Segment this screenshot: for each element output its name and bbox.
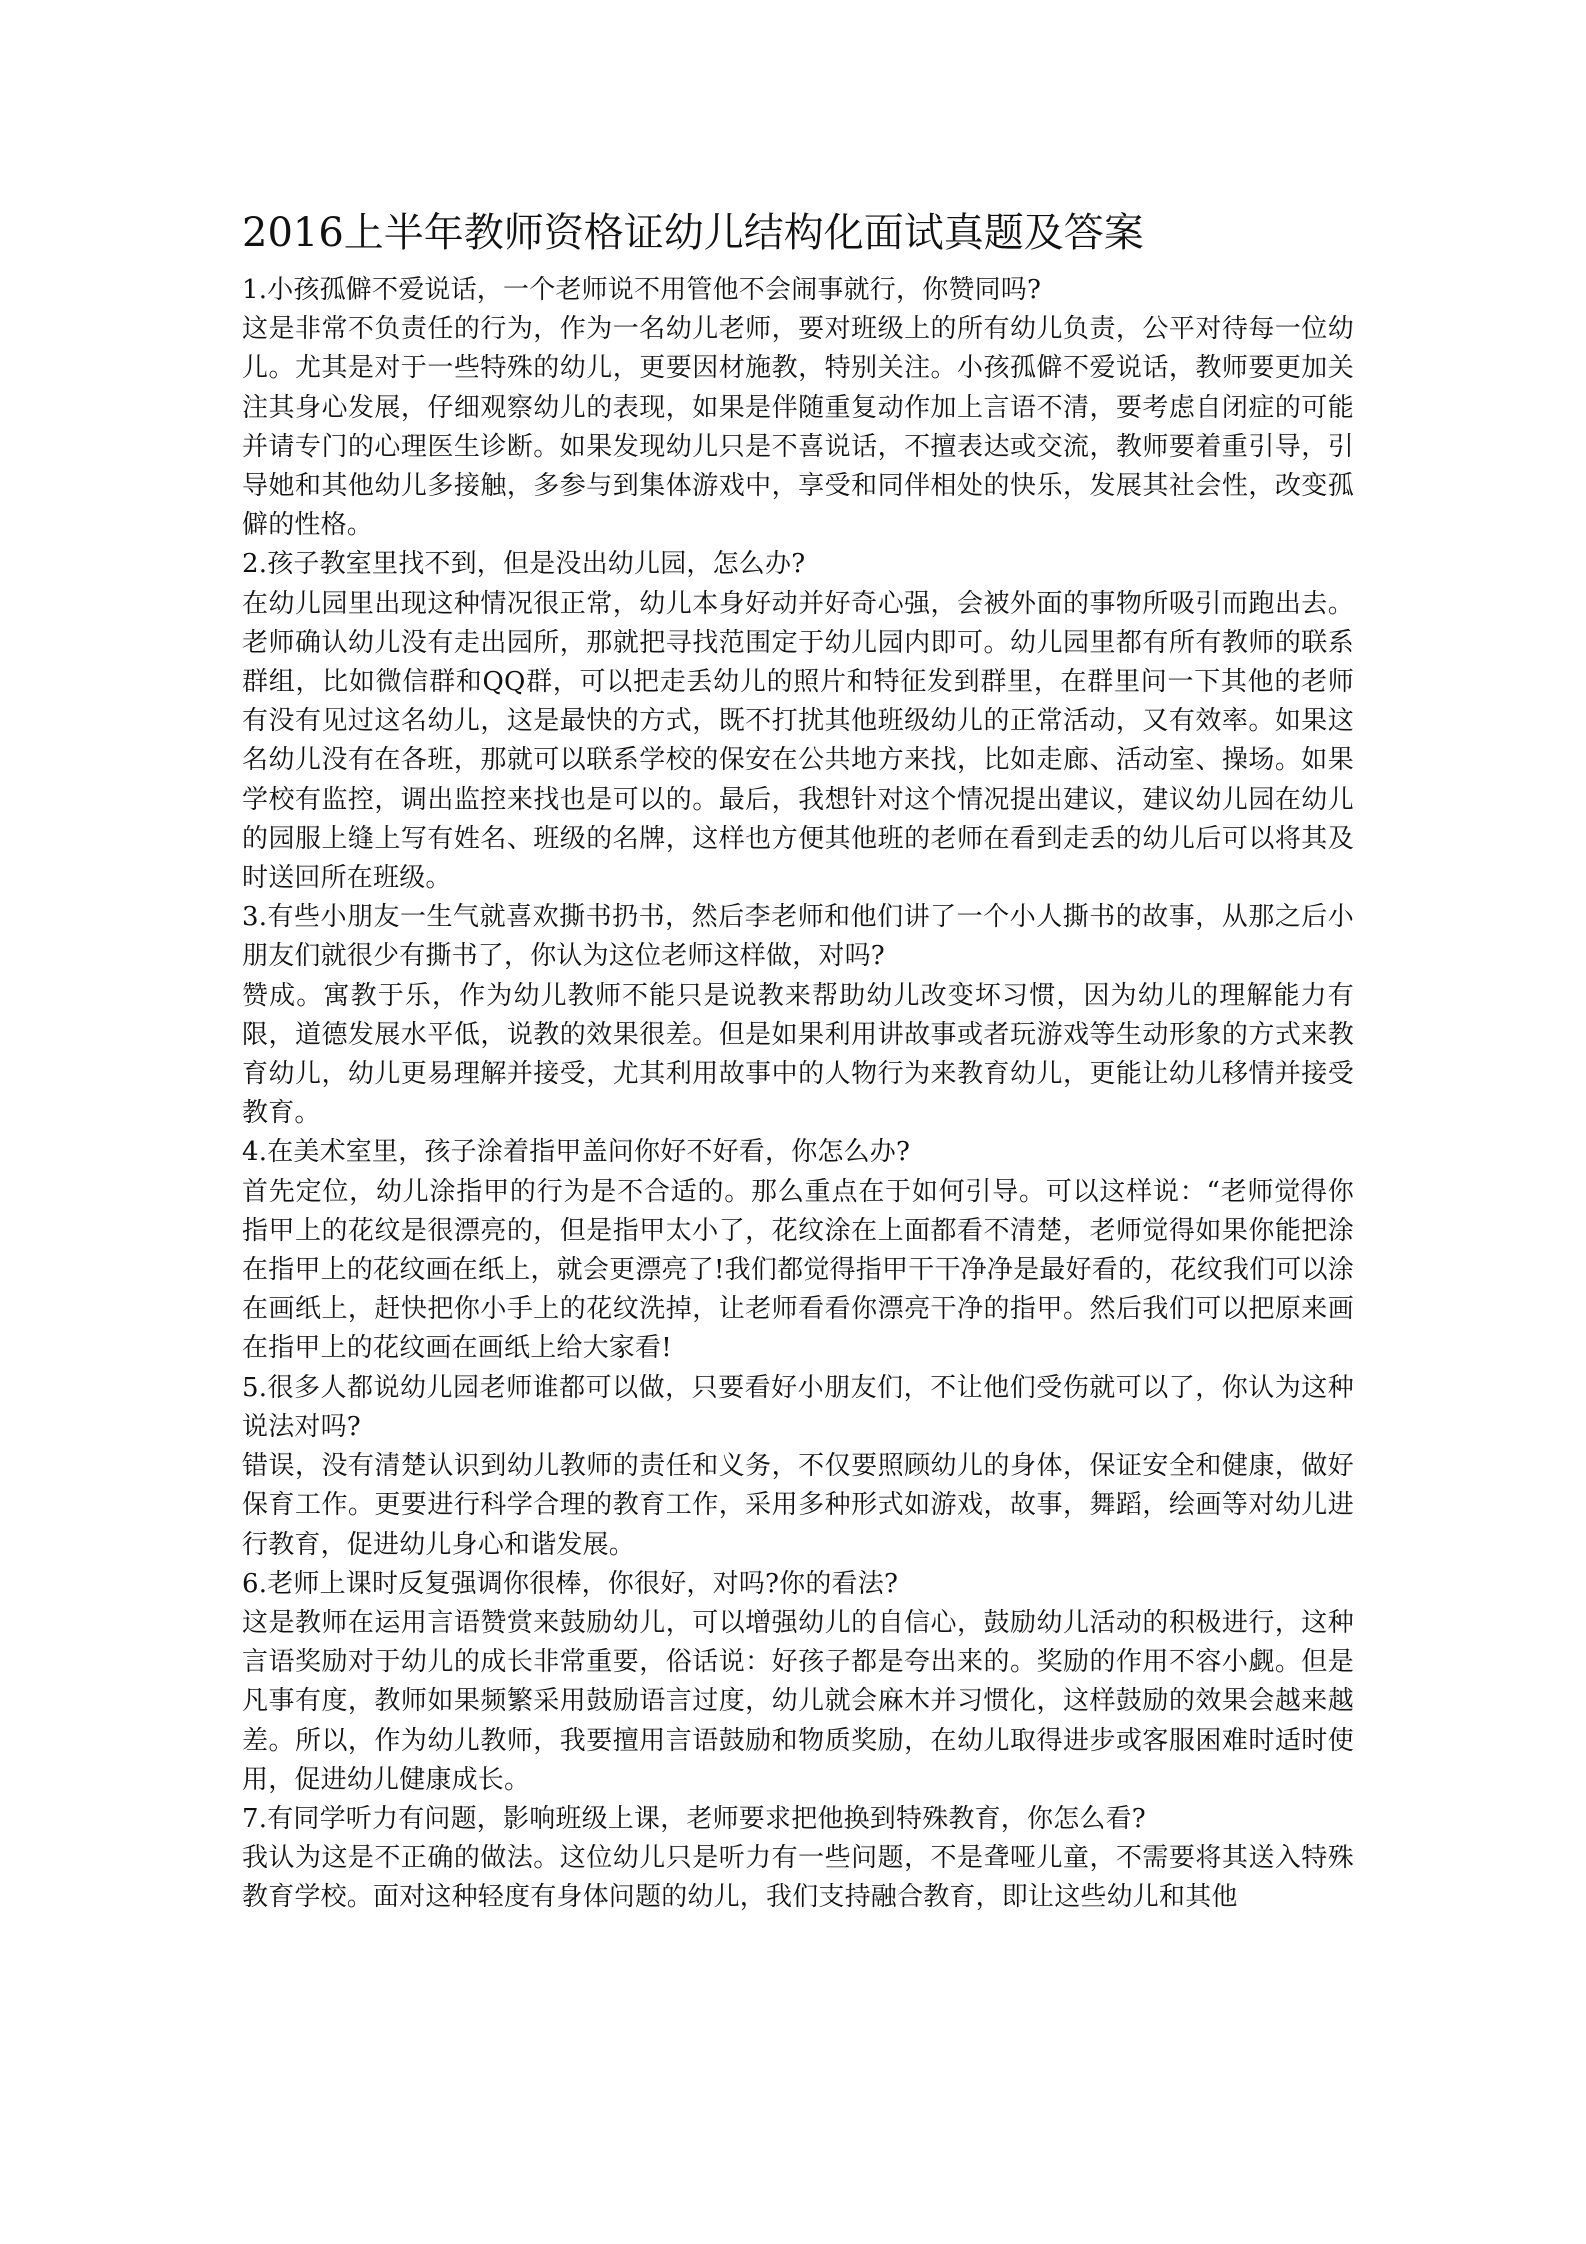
answer-2: 在幼儿园里出现这种情况很正常，幼儿本身好动并好奇心强，会被外面的事物所吸引而跑出去。老师确认幼儿没有走出园所，那就把寻找范围定于幼儿园内即可。幼儿园里都有所有教师的联系群组，比如微信群和QQ群，可以把走丢幼儿的照片和特征发到群里，在群里问一下其他的老师有没有见过这名幼儿，这是最快的方式，既不打扰其他班级幼儿的正常活动，又有效率。如果这名幼儿没有在各班，那就可以联系学校的保安在公共地方来找，比如走廊、活动室、操场。如果学校有监控，调出监控来找也是可以的。最后，我想针对这个情况提出建议，建议幼儿园在幼儿的园服上缝上写有姓名、班级的名牌，这样也方便其他班的老师在看到走丢的幼儿后可以将其及时送回所在班级。 [242, 588, 1354, 894]
answer-4: 首先定位，幼儿涂指甲的行为是不合适的。那么重点在于如何引导。可以这样说：“老师觉得你指甲上的花纹是很漂亮的，但是指甲太小了，花纹涂在上面都看不清楚，老师觉得如果你能把涂在指甲上的花纹画在纸上，就会更漂亮了!我们都觉得指甲干干净净是最好看的，花纹我们可以涂在画纸上，赶快把你小手上的花纹洗掉，让老师看看你漂亮干净的指甲。然后我们可以把原来画在指甲上的花纹画在画纸上给大家看! [242, 1176, 1354, 1364]
answer-1: 这是非常不负责任的行为，作为一名幼儿老师，要对班级上的所有幼儿负责，公平对待每一位幼儿。尤其是对于一些特殊的幼儿，更要因材施教，特别关注。小孩孤僻不爱说话，教师要更加关注其身心发展，仔细观察幼儿的表现，如果是伴随重复动作加上言语不清，要考虑自闭症的可能并请专门的心理医生诊断。如果发现幼儿只是不喜说话，不擅表达或交流，教师要着重引导，引导她和其他幼儿多接触，多参与到集体游戏中，享受和同伴相处的快乐，发展其社会性，改变孤僻的性格。 [242, 314, 1354, 541]
answer-6: 这是教师在运用言语赞赏来鼓励幼儿，可以增强幼儿的自信心，鼓励幼儿活动的积极进行，这种言语奖励对于幼儿的成长非常重要，俗话说：好孩子都是夸出来的。奖励的作用不容小觑。但是凡事有度，教师如果频繁采用鼓励语言过度，幼儿就会麻木并习惯化，这样鼓励的效果会越来越差。所以，作为幼儿教师，我要擅用言语鼓励和物质奖励，在幼儿取得进步或客服困难时适时使用，促进幼儿健康成长。 [242, 1607, 1354, 1795]
qa-item-7 [242, 1800, 1354, 1918]
answer-5: 错误，没有清楚认识到幼儿教师的责任和义务，不仅要照顾幼儿的身体，保证安全和健康，做好保育工作。更要进行科学合理的教育工作，采用多种形式如游戏，故事，舞蹈，绘画等对幼儿进行教育，促进幼儿身心和谐发展。 [242, 1451, 1354, 1560]
answer-7: 我认为这是不正确的做法。这位幼儿只是听力有一些问题，不是聋哑儿童，不需要将其送入特殊教育学校。面对这种轻度有身体问题的幼儿，我们支持融合教育，即让这些幼儿和其他 [242, 1843, 1354, 1913]
document-body [242, 205, 1354, 1918]
question-2: 2.孩子教室里找不到，但是没出幼儿园，怎么办? [242, 549, 806, 580]
document-title: 2016上半年教师资格证幼儿结构化面试真题及答案 [242, 210, 1144, 256]
question-5: 5.很多人都说幼儿园老师谁都可以做，只要看好小朋友们，不让他们受伤就可以了，你认为这种说法对吗? [242, 1372, 1354, 1442]
qa-item-1 [242, 271, 1354, 545]
question-7: 7.有同学听力有问题，影响班级上课，老师要求把他换到特殊教育，你怎么看? [242, 1803, 1146, 1834]
question-3: 3.有些小朋友一生气就喜欢撕书扔书，然后李老师和他们讲了一个小人撕书的故事，从那之后小朋友们就很少有撕书了，你认为这位老师这样做，对吗? [242, 902, 1354, 972]
question-4: 4.在美术室里，孩子涂着指甲盖问你好不好看，你怎么办? [242, 1137, 911, 1168]
qa-item-5 [242, 1369, 1354, 1565]
question-1: 1.小孩孤僻不爱说话，一个老师说不用管他不会闹事就行，你赞同吗? [242, 275, 1042, 305]
qa-item-2 [242, 545, 1354, 898]
qa-item-3 [242, 898, 1354, 1133]
qa-list [242, 271, 1354, 1918]
qa-item-4 [242, 1133, 1354, 1368]
qa-item-6 [242, 1565, 1354, 1800]
answer-3: 赞成。寓教于乐，作为幼儿教师不能只是说教来帮助幼儿改变坏习惯，因为幼儿的理解能力有限，道德发展水平低，说教的效果很差。但是如果利用讲故事或者玩游戏等生动形象的方式来教育幼儿，幼儿更易理解并接受，尤其利用故事中的人物行为来教育幼儿，更能让幼儿移情并接受教育。 [242, 980, 1354, 1129]
question-6: 6.老师上课时反复强调你很棒，你很好，对吗?你的看法? [242, 1568, 899, 1599]
